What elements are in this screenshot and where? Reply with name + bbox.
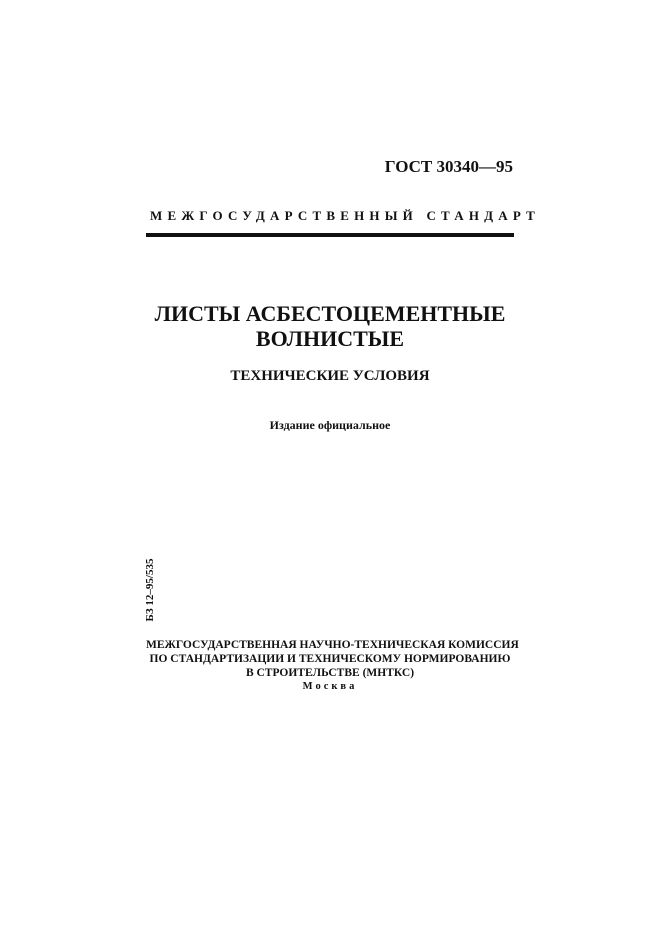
edition-label: Издание официальное [269,418,391,432]
document-title-line-1: ЛИСТЫ АСБЕСТОЦЕМЕНТНЫЕ [154,301,506,326]
side-registration-code: БЗ 12–95/535 [144,558,156,622]
standard-type: МЕЖГОСУДАРСТВЕННЫЙ СТАНДАРТ [150,208,541,223]
header-rule [146,233,514,237]
publisher-line-2: ПО СТАНДАРТИЗАЦИИ И ТЕХНИЧЕСКОМУ НОРМИРОВАНИЮ [149,653,511,665]
publisher-line-1: МЕЖГОСУДАРСТВЕННАЯ НАУЧНО-ТЕХНИЧЕСКАЯ КОМИССИЯ [146,639,519,651]
publisher-city: Москва [302,681,358,692]
publisher-line-3: В СТРОИТЕЛЬСТВЕ (МНТКС) [245,667,415,679]
document-title [146,301,514,351]
publisher-block [146,638,519,694]
document-subtitle: ТЕХНИЧЕСКИЕ УСЛОВИЯ [230,368,430,384]
document-title-line-2: ВОЛНИСТЫЕ [255,326,405,351]
standard-number: ГОСТ 30340—95 [384,157,513,176]
